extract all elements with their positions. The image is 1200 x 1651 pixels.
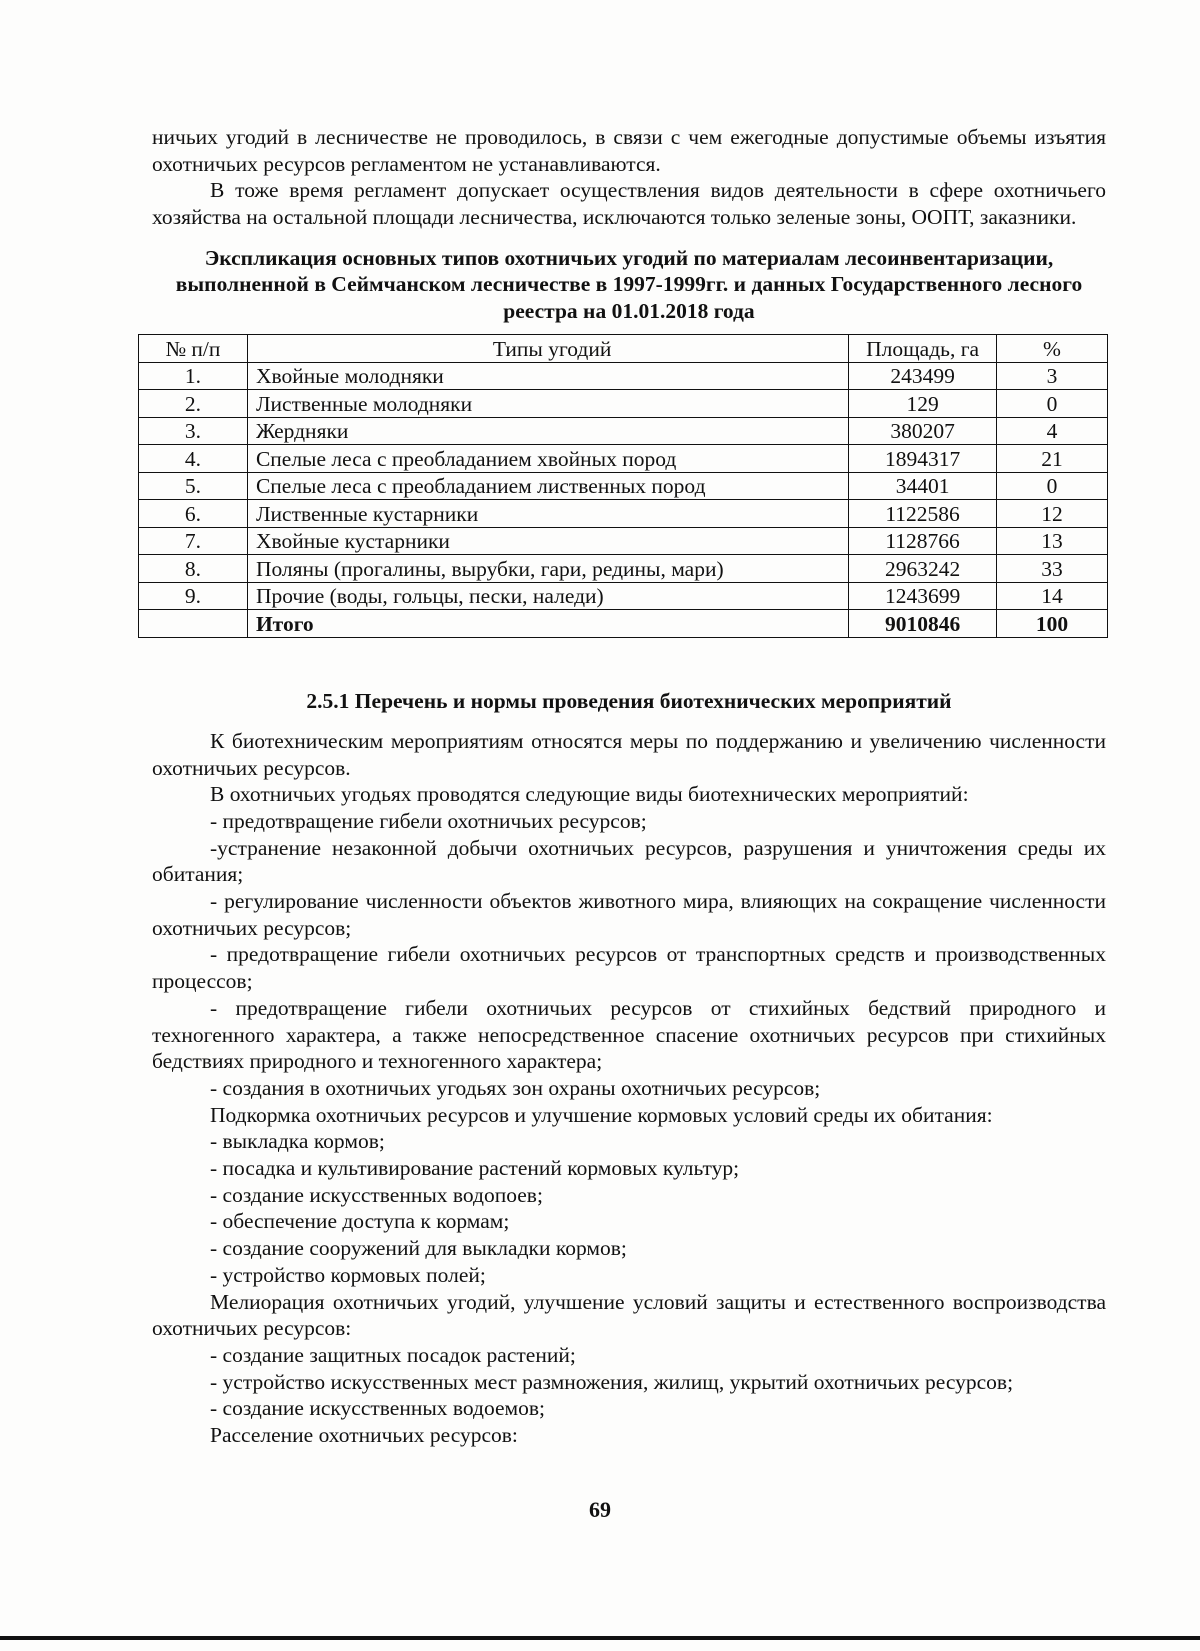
list-item: - создание сооружений для выкладки кормов; (210, 1236, 627, 1261)
header-number: № п/п (139, 335, 248, 363)
row-percent: 0 (996, 472, 1107, 500)
page-number: 69 (589, 1497, 611, 1522)
row-number: 2. (139, 390, 248, 418)
intro-paragraph-2: В тоже время регламент допускает осуществления видов деятельности в сфере охотничьего хозяйства на остальной площади лесничества, исключаются только зеленые зоны, ООПТ, заказники. (152, 178, 1106, 230)
row-number: 5. (139, 472, 248, 500)
row-area: 2963242 (849, 555, 997, 583)
row-percent: 33 (996, 555, 1107, 583)
table-row (139, 500, 1108, 528)
total-area: 9010846 (849, 610, 997, 638)
table-row (139, 362, 1108, 390)
row-area: 129 (849, 390, 997, 418)
table-row (139, 417, 1108, 445)
table-row (139, 445, 1108, 473)
list-item: - обеспечение доступа к кормам; (210, 1209, 510, 1234)
row-area: 1894317 (849, 445, 997, 473)
row-number: 8. (139, 555, 248, 583)
row-percent: 14 (996, 582, 1107, 610)
list-item: - создание защитных посадок растений; (210, 1342, 576, 1367)
row-percent: 3 (996, 362, 1107, 390)
header-area: Площадь, га (849, 335, 997, 363)
row-percent: 13 (996, 527, 1107, 555)
row-land-type: Спелые леса с преобладанием лиственных пород (247, 472, 848, 500)
row-land-type: Прочие (воды, гольцы, пески, наледи) (247, 582, 848, 610)
row-land-type: Лиственные молодняки (247, 390, 848, 418)
row-area: 243499 (849, 362, 997, 390)
section-paragraph: Расселение охотничьих ресурсов: (210, 1423, 518, 1448)
row-area: 380207 (849, 417, 997, 445)
page-content (152, 124, 1106, 1449)
row-percent: 0 (996, 390, 1107, 418)
row-percent: 12 (996, 500, 1107, 528)
list-item: - создания в охотничьих угодьях зон охраны охотничьих ресурсов; (210, 1075, 821, 1100)
row-area: 34401 (849, 472, 997, 500)
row-area: 1243699 (849, 582, 997, 610)
list-item: - выкладка кормов; (210, 1129, 385, 1154)
section-paragraph: Мелиорация охотничьих угодий, улучшение условий защиты и естественного воспроизводства охотничьих ресурсов: (152, 1289, 1106, 1341)
list-item: - предотвращение гибели охотничьих ресурсов от стихийных бедствий природного и техногенного характера, а также непосредственное спасение охотничьих ресурсов при стихийных бедствиях природного и техногенного характера; (152, 995, 1106, 1074)
list-item: - устройство кормовых полей; (210, 1262, 486, 1287)
table-caption: Экспликация основных типов охотничьих угодий по материалам лесоинвентаризации, выполненной в Сеймчанском лесничестве в 1997-1999гг. и данных Государственного лесного реестра на 01.01.2018 года (175, 245, 1083, 323)
row-number: 6. (139, 500, 248, 528)
row-number: 1. (139, 362, 248, 390)
list-item: -устранение незаконной добычи охотничьих ресурсов, разрушения и уничтожения среды их обитания; (152, 835, 1106, 887)
row-percent: 4 (996, 417, 1107, 445)
list-item: - предотвращение гибели охотничьих ресурсов; (210, 808, 647, 833)
row-area: 1122586 (849, 500, 997, 528)
row-percent: 21 (996, 445, 1107, 473)
list-item: - создание искусственных водопоев; (210, 1182, 543, 1207)
row-area: 1128766 (849, 527, 997, 555)
list-item: - регулирование численности объектов животного мира, влияющих на сокращение численности охотничьих ресурсов; (152, 889, 1106, 940)
row-land-type: Спелые леса с преобладанием хвойных пород (247, 445, 848, 473)
row-land-type: Хвойные кустарники (247, 527, 848, 555)
row-number: 7. (139, 527, 248, 555)
row-land-type: Хвойные молодняки (247, 362, 848, 390)
header-percent: % (996, 335, 1107, 363)
table-row (139, 555, 1108, 583)
bottom-rule (0, 1636, 1200, 1640)
total-number (139, 610, 248, 638)
row-land-type: Лиственные кустарники (247, 500, 848, 528)
table-row (139, 527, 1108, 555)
row-number: 9. (139, 582, 248, 610)
section-paragraph: К биотехническим мероприятиям относятся меры по поддержанию и увеличению численности охотничьих ресурсов. (152, 728, 1106, 780)
row-number: 4. (139, 445, 248, 473)
table-row (139, 582, 1108, 610)
list-item: - предотвращение гибели охотничьих ресурсов от транспортных средств и производственных процессов; (152, 942, 1106, 994)
list-item: - посадка и культивирование растений кормовых культур; (210, 1156, 740, 1181)
row-land-type: Поляны (прогалины, вырубки, гари, редины, мари) (247, 555, 848, 583)
total-label: Итого (247, 610, 848, 638)
header-land-type: Типы угодий (247, 335, 848, 363)
section-paragraph: Подкормка охотничьих ресурсов и улучшение кормовых условий среды их обитания: (210, 1102, 993, 1127)
hunting-lands-table (138, 334, 1108, 638)
table-header-row (139, 335, 1108, 363)
section-heading: 2.5.1 Перечень и нормы проведения биотехнических мероприятий (306, 688, 952, 713)
row-land-type: Жердняки (247, 417, 848, 445)
table-row (139, 472, 1108, 500)
section-paragraph: В охотничьих угодьях проводятся следующие виды биотехнических мероприятий: (210, 782, 969, 807)
intro-paragraph-1: ничьих угодий в лесничестве не проводилось, в связи с чем ежегодные допустимые объемы изъятия охотничьих ресурсов регламентом не устанавливаются. (152, 125, 1106, 176)
list-item: - устройство искусственных мест размножения, жилищ, укрытий охотничьих ресурсов; (210, 1369, 1014, 1394)
total-percent: 100 (996, 610, 1107, 638)
row-number: 3. (139, 417, 248, 445)
table-row (139, 390, 1108, 418)
list-item: - создание искусственных водоемов; (210, 1396, 546, 1421)
table-total-row (139, 610, 1108, 638)
